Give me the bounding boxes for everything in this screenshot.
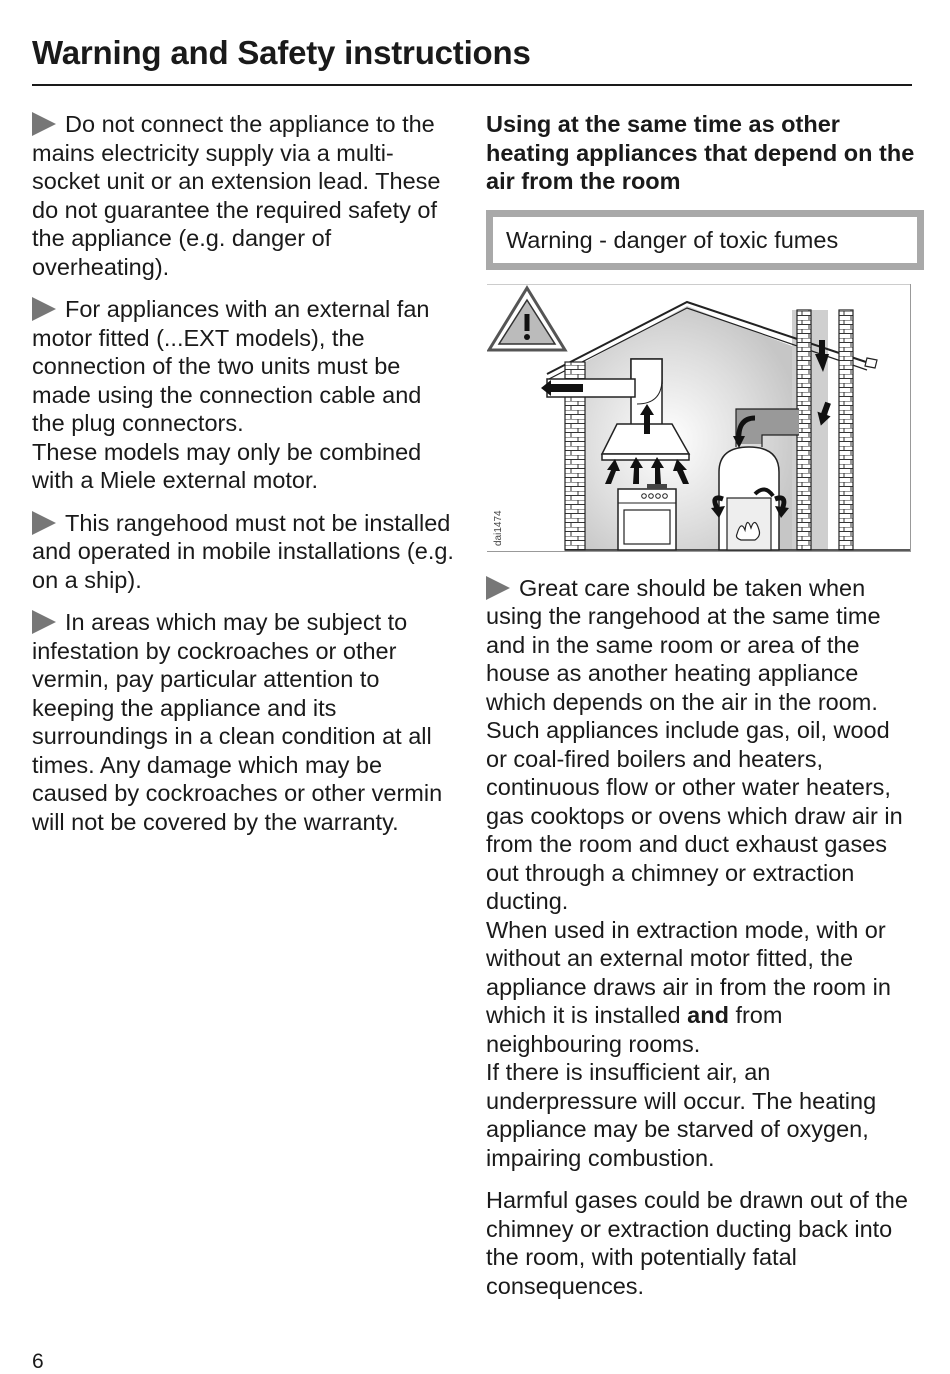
instruction-text: These models may only be combined with a Miele external motor. [32, 438, 422, 493]
page-title: Warning and Safety instructions [32, 34, 531, 71]
instruction-text: Do not connect the appliance to the mains electricity supply via a multi-socket unit or an extension lead. These do not guarantee the required safety of the appliance (e.g. danger of overheating). [32, 111, 441, 280]
instruction-text: Harmful gases could be drawn out of the chimney or extraction ducting back into the room, with potentially fatal consequences. [486, 1187, 908, 1299]
instruction-paragraph [32, 608, 460, 836]
bullet-triangle-icon [32, 112, 56, 136]
instruction-text: Great care should be taken when using the rangehood at the same time and in the same room or area of the house as another heating appliance which depends on the air in the room. Such appliances include gas, oil, wood or coal-fired boilers and heaters, continuous flow or other water heaters, gas cooktops or ovens which draw air in from the room and duct exhaust gases out through a chimney or extraction ducting. [486, 574, 903, 914]
emphasis-text: and [687, 1002, 729, 1028]
instruction-text: This rangehood must not be installed and operated in mobile installations (e.g. on a ship). [32, 509, 454, 593]
instruction-paragraph [486, 1186, 916, 1300]
instruction-paragraph [486, 574, 916, 1173]
bullet-triangle-icon [32, 610, 56, 634]
instruction-paragraph [32, 295, 460, 495]
title-rule [32, 84, 912, 86]
rangehood-illustration [487, 284, 911, 552]
warning-box: Warning - danger of toxic fumes [486, 210, 924, 270]
instruction-text: In areas which may be subject to infestation by cockroaches or other vermin, pay particular attention to keeping the appliance and its surroundings in a clean condition at all times. Any damage which may be caused by cockroaches or other vermin will not be covered by the warranty. [32, 609, 443, 835]
instruction-paragraph [32, 110, 460, 281]
instruction-text: If there is insufficient air, an underpressure will occur. The heating appliance may be starved of oxygen, impairing combustion. [486, 1059, 877, 1171]
left-column [32, 110, 460, 850]
bullet-triangle-icon [32, 297, 56, 321]
instruction-text: from neighbouring rooms. [486, 1002, 783, 1057]
instruction-text: When used in extraction mode, with or without an external motor fitted, the appliance draws air in from the room in which it is installed [486, 916, 891, 1028]
section-subheading: Using at the same time as other heating appliances that depend on the air from the room [486, 111, 915, 194]
illustration-code: dai1474 [493, 509, 504, 546]
bullet-triangle-icon [32, 511, 56, 535]
instruction-paragraph [32, 509, 460, 595]
instruction-text: For appliances with an external fan motor fitted (...EXT models), the connection of the two units must be made using the connection cable and the plug connectors. [32, 296, 430, 436]
page-number: 6 [32, 1350, 44, 1373]
bullet-triangle-icon [486, 576, 510, 600]
right-column [486, 110, 916, 1314]
